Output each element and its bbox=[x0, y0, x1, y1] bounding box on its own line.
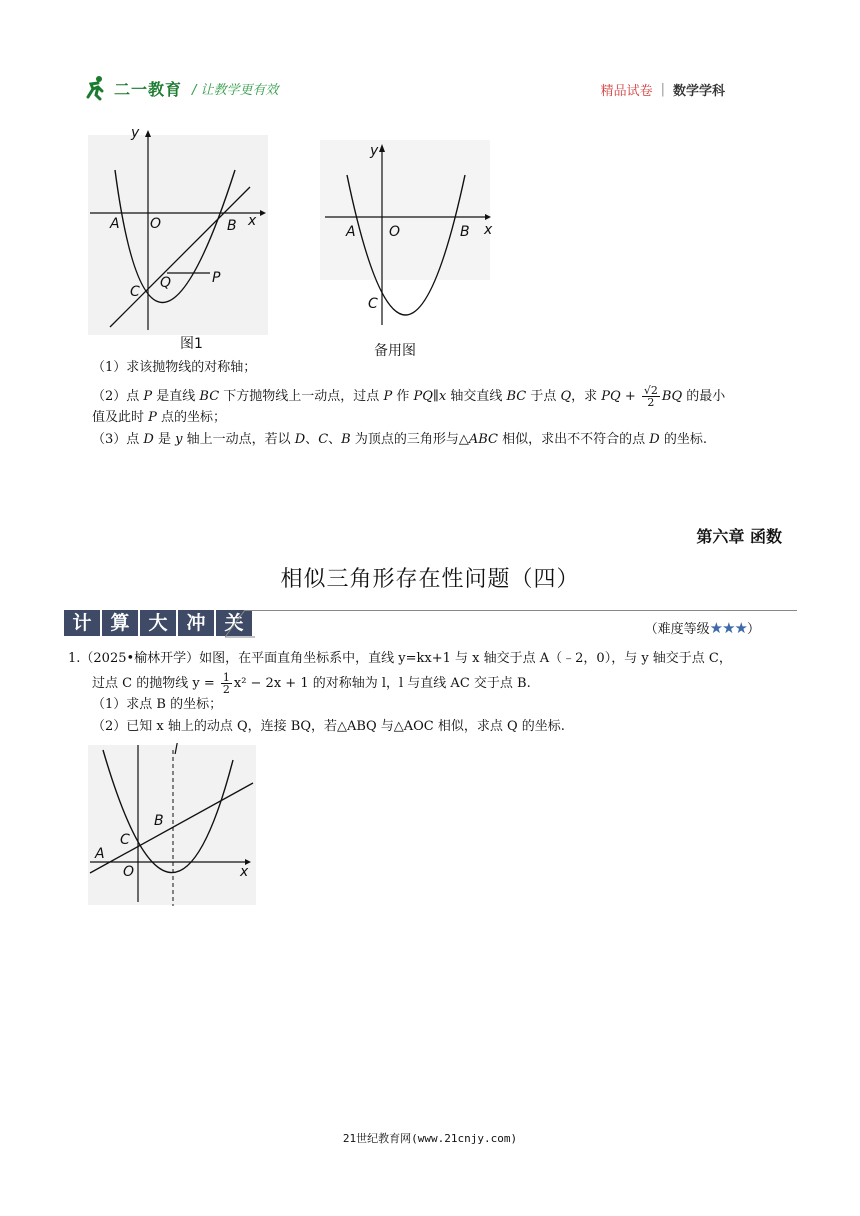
fig1-y-label: y bbox=[131, 125, 140, 141]
banner-char-5: 关 bbox=[216, 610, 252, 636]
banner-char-3: 大 bbox=[140, 610, 176, 636]
top-q-part1: （1）求该抛物线的对称轴； bbox=[92, 360, 257, 375]
header-subject-label: 数学学科 bbox=[672, 84, 725, 99]
banner-char-4: 冲 bbox=[178, 610, 214, 636]
header-premium-label: 精品试卷 bbox=[600, 84, 653, 99]
banner-char-2: 算 bbox=[102, 610, 138, 636]
fig1-x-label: x bbox=[248, 213, 257, 229]
q1-fig-l-label: l bbox=[174, 742, 178, 758]
q1-sub2: （2）已知 x 轴上的动点 Q，连接 BQ，若△ABQ 与△AOC 相似，求点 Q 的坐标. bbox=[92, 719, 565, 734]
top-q-part2-line2: 值及此时 P 点的坐标； bbox=[92, 410, 227, 425]
q1-fig-point-c: C bbox=[120, 832, 130, 848]
header-separator: | bbox=[660, 82, 665, 97]
fig1-point-o: O bbox=[150, 216, 162, 232]
difficulty-rating: （难度等级★★★） bbox=[644, 619, 760, 637]
logo-slogan: / 让教学更有效 bbox=[192, 82, 279, 98]
q1-figure bbox=[85, 740, 260, 908]
fig1-point-a: A bbox=[110, 216, 120, 232]
fig2-y-label: y bbox=[370, 143, 379, 159]
q1-fig-point-o: O bbox=[123, 864, 135, 880]
logo-text: 二一教育 bbox=[114, 79, 183, 99]
fig1-point-b: B bbox=[227, 218, 237, 234]
fig2-point-a: A bbox=[346, 224, 356, 240]
section-banner bbox=[64, 610, 252, 636]
top-q-part3: （3）点 D 是 y 轴上一动点，若以 D、C、B 为顶点的三角形与△ABC 相似，求出不不符合的点 D 的坐标. bbox=[92, 432, 707, 447]
q1-line1: 1.（2025•榆林开学）如图，在平面直角坐标系中，直线 y=kx+1 与 x 轴交于点 A（﹣2，0），与 y 轴交于点 C， bbox=[68, 651, 732, 666]
fig2-point-c: C bbox=[368, 296, 378, 312]
chapter-heading: 第六章 函数 bbox=[696, 527, 782, 546]
banner-char-1: 计 bbox=[64, 610, 100, 636]
fig2-x-label: x bbox=[484, 222, 493, 238]
q1-line2: 过点 C 的抛物线 y = $\frac{1}{2}$ x² − 2x + 1 的对称轴为 l，l 与直线 AC 交于点 B. bbox=[92, 671, 531, 696]
page-title: 相似三角形存在性问题（四） bbox=[280, 567, 580, 592]
page-footer: 21世纪教育网(www.21cnjy.com) bbox=[342, 1132, 518, 1145]
q1-fig-x-label: x bbox=[240, 864, 249, 880]
fig2-caption: 备用图 bbox=[374, 343, 416, 359]
fig1-point-q: Q bbox=[160, 275, 172, 291]
runner-logo-icon bbox=[82, 75, 108, 101]
fig1-caption: 图1 bbox=[180, 336, 203, 352]
fig1-point-c: C bbox=[130, 284, 140, 300]
fig2-point-b: B bbox=[460, 224, 470, 240]
q1-sub1: （1）求点 B 的坐标； bbox=[92, 697, 223, 712]
q1-fig-point-a: A bbox=[95, 846, 105, 862]
header-subject bbox=[601, 80, 725, 99]
fig1-point-p: P bbox=[212, 270, 221, 286]
top-q-part2: （2）点 P 是直线 BC 下方抛物线上一动点，过点 P 作 PQ∥x 轴交直线 BC 于点 Q，求 PQ + $\frac{√2}{2}$ BQ 的最小 bbox=[92, 384, 726, 409]
star-icons: ★★★ bbox=[709, 619, 747, 637]
header-logo bbox=[82, 74, 279, 102]
top-figures bbox=[85, 125, 505, 360]
fig2-point-o: O bbox=[389, 224, 401, 240]
q1-fig-point-b: B bbox=[154, 813, 164, 829]
